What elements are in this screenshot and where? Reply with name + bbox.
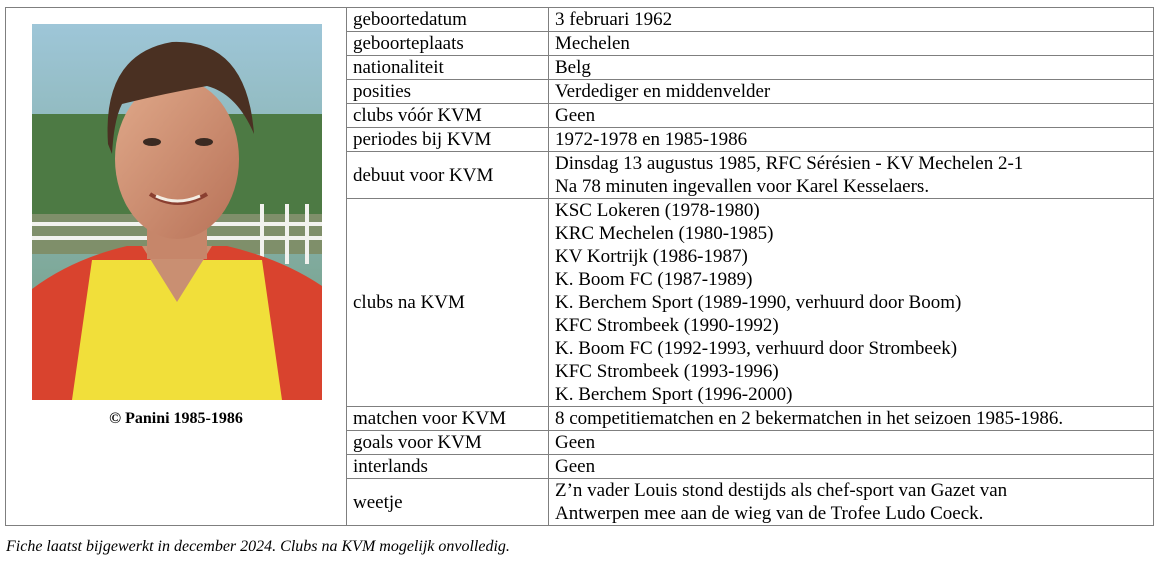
table-row <box>347 80 1154 104</box>
row-label: weetje <box>347 479 549 526</box>
value-line: Na 78 minuten ingevallen voor Karel Kesselaers. <box>555 176 930 197</box>
value-line: K. Boom FC (1987-1989) <box>555 269 753 290</box>
table-row <box>347 152 1154 199</box>
row-label: debuut voor KVM <box>347 152 549 199</box>
row-label: matchen voor KVM <box>347 407 549 431</box>
row-value: Verdediger en middenvelder <box>549 80 1155 104</box>
row-value: Geen <box>549 104 1155 128</box>
value-line: K. Berchem Sport (1989-1990, verhuurd door Boom) <box>555 292 962 313</box>
row-value: 1972-1978 en 1985-1986 <box>549 128 1155 152</box>
table-row <box>347 32 1154 56</box>
player-photo <box>32 24 322 400</box>
footer-note: Fiche laatst bijgewerkt in december 2024. Clubs na KVM mogelijk onvolledig. <box>6 538 510 555</box>
table-row <box>347 128 1154 152</box>
row-value-multiline <box>549 199 1155 407</box>
row-value: Geen <box>549 431 1155 455</box>
player-info-table <box>347 8 1154 526</box>
row-value: Geen <box>549 455 1155 479</box>
table-row <box>347 8 1154 32</box>
table-row <box>347 479 1154 526</box>
row-value: 3 februari 1962 <box>549 8 1155 32</box>
row-label: geboorteplaats <box>347 32 549 56</box>
row-value-multiline <box>549 152 1155 199</box>
table-row <box>347 56 1154 80</box>
value-line: K. Boom FC (1992-1993, verhuurd door Strombeek) <box>555 338 958 359</box>
value-line: KSC Lokeren (1978-1980) <box>555 200 760 221</box>
value-line: Antwerpen mee aan de wieg van de Trofee Ludo Coeck. <box>555 503 984 524</box>
table-row <box>347 407 1154 431</box>
value-line: KFC Strombeek (1990-1992) <box>555 315 779 336</box>
value-line: KV Kortrijk (1986-1987) <box>555 246 748 267</box>
value-line: KFC Strombeek (1993-1996) <box>555 361 779 382</box>
row-label: posities <box>347 80 549 104</box>
photo-column <box>6 8 347 525</box>
row-value-multiline <box>549 479 1155 526</box>
row-label: clubs na KVM <box>347 199 549 407</box>
table-row <box>347 431 1154 455</box>
row-label: periodes bij KVM <box>347 128 549 152</box>
row-value: Belg <box>549 56 1155 80</box>
row-value: 8 competitiematchen en 2 bekermatchen in het seizoen 1985-1986. <box>549 407 1155 431</box>
table-row <box>347 199 1154 407</box>
row-label: geboortedatum <box>347 8 549 32</box>
table-row <box>347 104 1154 128</box>
table-row <box>347 455 1154 479</box>
value-line: Dinsdag 13 augustus 1985, RFC Sérésien - KV Mechelen 2-1 <box>555 153 1024 174</box>
row-label: goals voor KVM <box>347 431 549 455</box>
row-value: Mechelen <box>549 32 1155 56</box>
value-line: K. Berchem Sport (1996-2000) <box>555 384 793 405</box>
value-line: KRC Mechelen (1980-1985) <box>555 223 774 244</box>
photo-caption: © Panini 1985-1986 <box>109 410 243 427</box>
row-label: nationaliteit <box>347 56 549 80</box>
player-sheet <box>5 7 1154 526</box>
value-line: Z’n vader Louis stond destijds als chef-sport van Gazet van <box>555 480 1008 501</box>
row-label: interlands <box>347 455 549 479</box>
row-label: clubs vóór KVM <box>347 104 549 128</box>
